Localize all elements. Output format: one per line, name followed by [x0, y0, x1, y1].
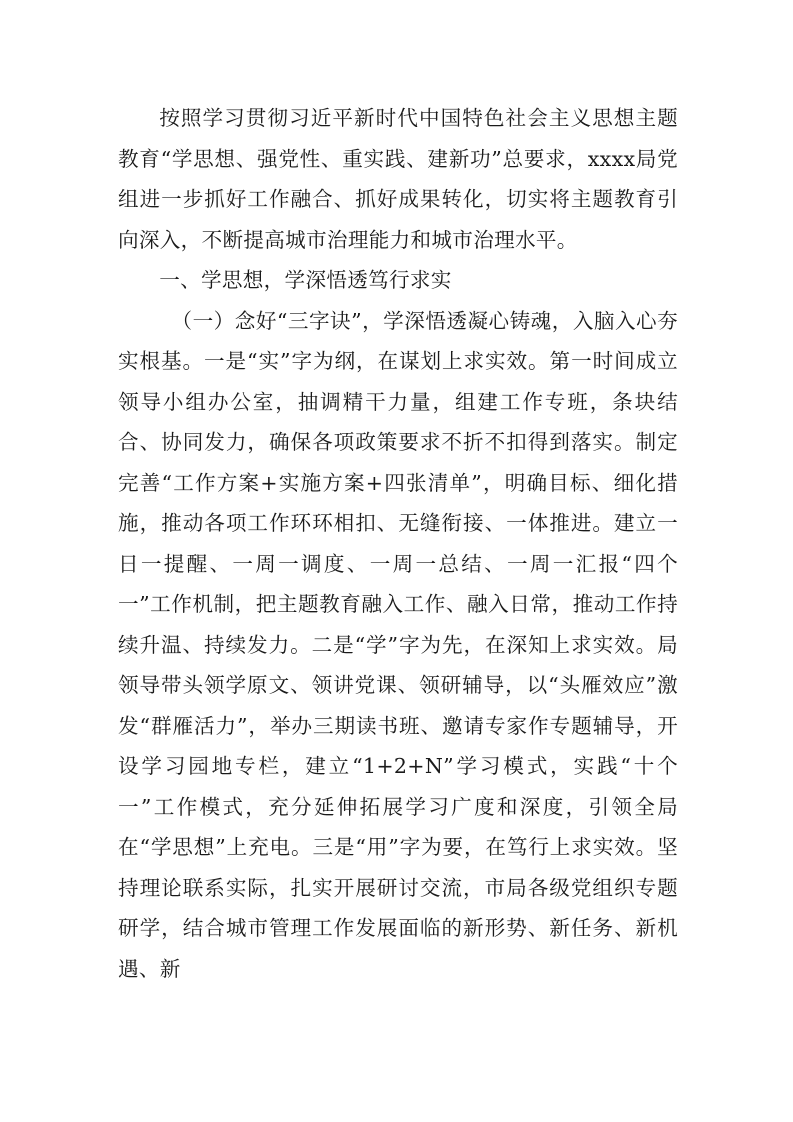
section-heading-1: 一、学思想，学深悟透笃行求实 [159, 268, 452, 292]
document-body [118, 98, 678, 989]
subsection-paragraph-1: （一）念好“三字诀”，学深悟透凝心铸魂，入脑入心夯实根基。一是“实”字为纲，在谋划上求实效。第一时间成立领导小组办公室，抽调精干力量，组建工作专班，条块结合、协同发力，确保各项政策要求不折不扣得到落实。制定完善“工作方案+实施方案+四张清单”，明确目标、细化措施，推动各项工作环环相扣、无缝衔接、一体推进。建立一日一提醒、一周一调度、一周一总结、一周一汇报“四个一”工作机制，把主题教育融入工作、融入日常，推动工作持续升温、持续发力。二是“学”字为先，在深知上求实效。局领导带头领学原文、领讲党课、领研辅导，以“头雁效应”激发“群雁活力”，举办三期读书班、邀请专家作专题辅导，开设学习园地专栏，建立“1+2+N”学习模式，实践“十个一”工作模式，充分延伸拓展学习广度和深度，引领全局在“学思想”上充电。三是“用”字为要，在笃行上求实效。坚持理论联系实际，扎实开展研讨交流，市局各级党组织专题研学，结合城市管理工作发展面临的新形势、新任务、新机遇、新 [118, 308, 679, 981]
intro-paragraph: 按照学习贯彻习近平新时代中国特色社会主义思想主题教育“学思想、强党性、重实践、建新功”总要求，xxxx局党组进一步抓好工作融合、抓好成果转化，切实将主题教育引向深入，不断提高城市治理能力和城市治理水平。 [118, 106, 678, 252]
